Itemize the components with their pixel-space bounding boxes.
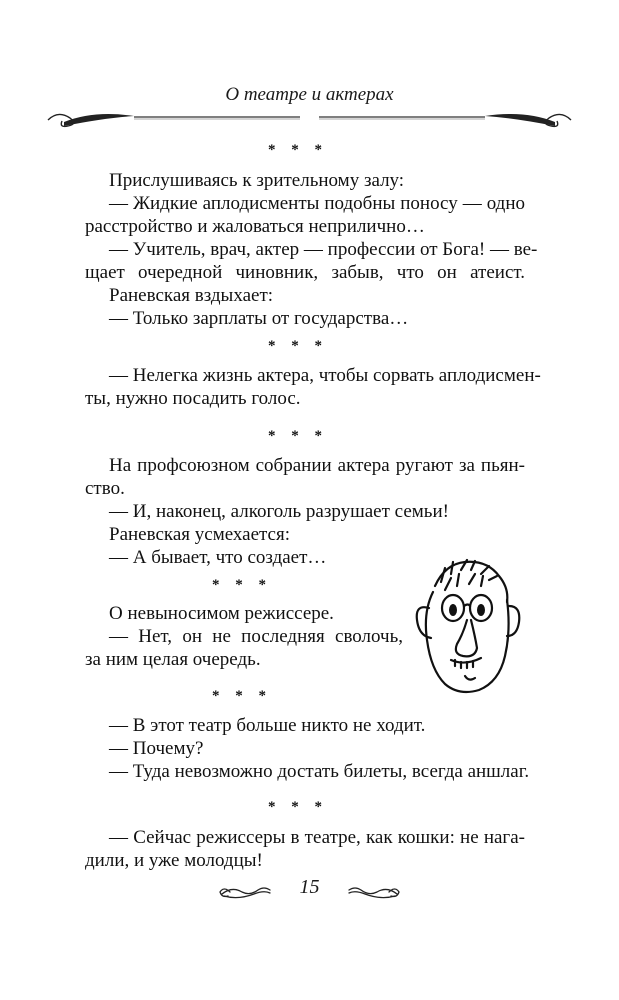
- header-ornament: [0, 106, 619, 134]
- running-head: О театре и актерах: [225, 84, 394, 105]
- text-line: — Жидкие аплодисменты подобны поносу — одно: [109, 193, 525, 214]
- text-line: Прислушиваясь к зрительному залу:: [109, 170, 405, 191]
- text-line: — Учитель, врач, актер — профессии от Бога! — ве-: [109, 239, 538, 260]
- anecdote-block: [85, 826, 525, 872]
- section-separator: * * *: [268, 428, 328, 444]
- text-line: ты, нужно посадить голос.: [85, 388, 301, 409]
- text-line: Раневская вздыхает:: [109, 285, 274, 306]
- section-separator: * * *: [268, 142, 328, 158]
- text-line: О невыносимом режиссере.: [109, 603, 334, 624]
- text-line: дили, и уже молодцы!: [85, 850, 263, 871]
- text-line: Раневская усмехается:: [109, 524, 291, 545]
- text-line: — Нет, он не последняя сволочь,: [109, 626, 403, 647]
- section-separator: * * *: [268, 338, 328, 354]
- text-line: — Почему?: [109, 738, 204, 759]
- anecdote-block: [85, 454, 525, 569]
- text-line: На профсоюзном собрании актера ругают за пьян-: [109, 455, 525, 476]
- text-line: — Туда невозможно достать билеты, всегда аншлаг.: [109, 761, 530, 782]
- text-line: щает очередной чиновник, забыв, что он атеист.: [85, 262, 525, 283]
- text-line: — Нелегка жизнь актера, чтобы сорвать аплодисмен-: [109, 365, 541, 386]
- section-separator: * * *: [212, 577, 272, 593]
- anecdote-block: [85, 714, 530, 783]
- text-line: — И, наконец, алкоголь разрушает семьи!: [109, 501, 449, 522]
- text-line: — А бывает, что создает…: [109, 547, 327, 568]
- text-line: расстройство и жаловаться неприлично…: [85, 216, 425, 237]
- text-line: — Сейчас режиссеры в театре, как кошки: не нага-: [109, 827, 525, 848]
- anecdote-block: [85, 169, 538, 330]
- anecdote-block: [85, 602, 403, 671]
- section-separator: * * *: [212, 688, 272, 704]
- page-number: 15: [299, 876, 320, 898]
- text-line: — В этот театр больше никто не ходит.: [109, 715, 426, 736]
- text-line: ство.: [85, 478, 125, 499]
- section-separator: * * *: [268, 799, 328, 815]
- anecdote-block: [85, 364, 541, 410]
- text-line: за ним целая очередь.: [85, 649, 261, 670]
- text-line: — Только зарплаты от государства…: [109, 308, 409, 329]
- right-pupil: [477, 604, 485, 616]
- caricature-illustration: [405, 556, 523, 696]
- left-pupil: [449, 604, 457, 616]
